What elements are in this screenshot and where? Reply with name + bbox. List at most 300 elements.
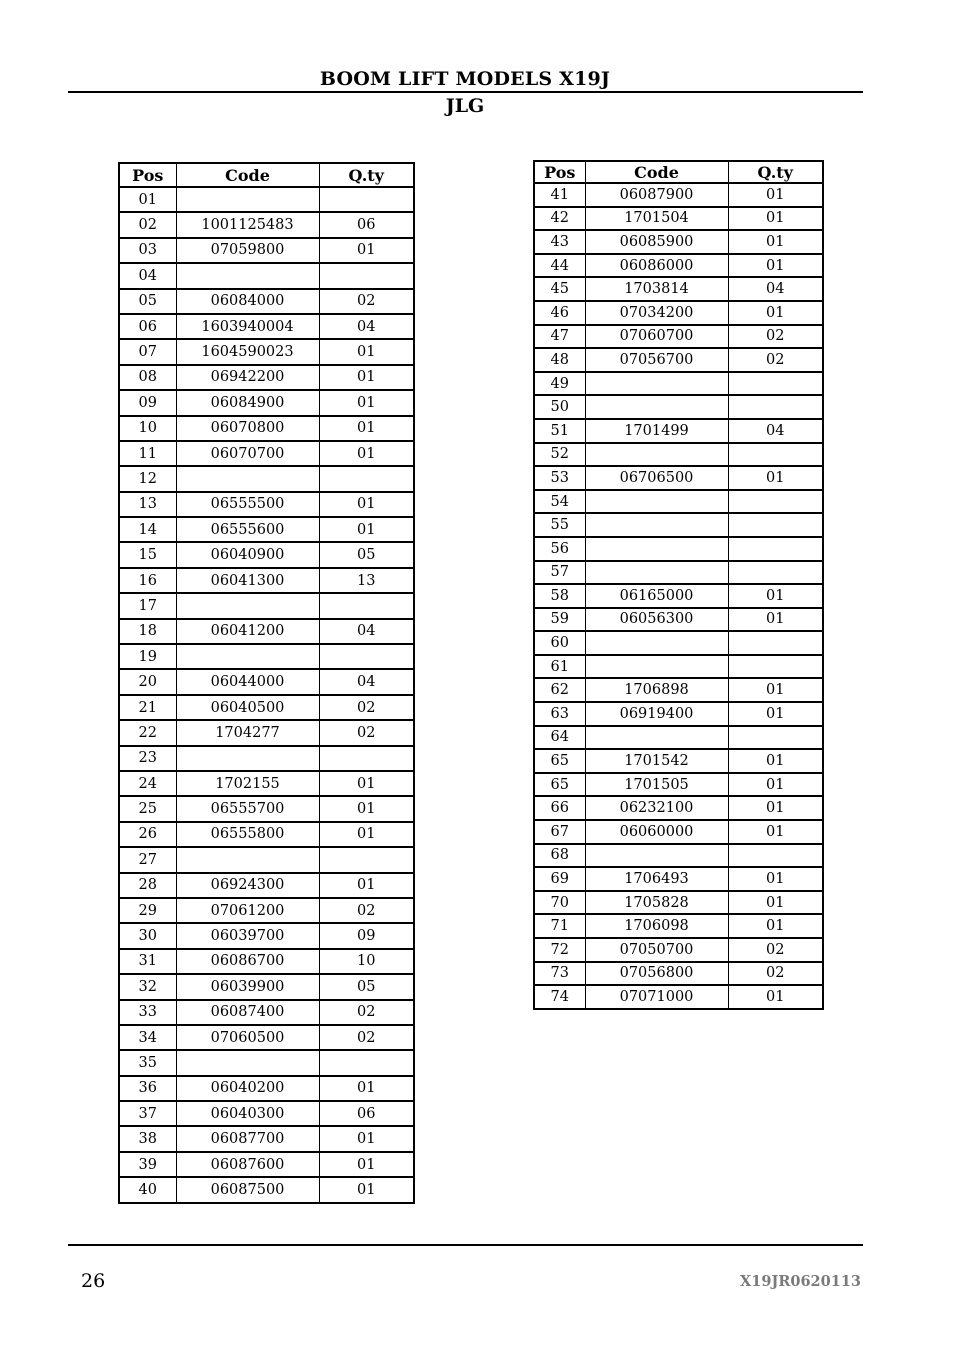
cell-pos: 26 <box>119 822 176 847</box>
cell-code: 06040200 <box>176 1076 319 1101</box>
cell-qty <box>728 372 823 396</box>
cell-code <box>176 187 319 212</box>
cell-pos: 45 <box>534 277 585 301</box>
cell-pos: 46 <box>534 301 585 325</box>
cell-pos: 62 <box>534 678 585 702</box>
cell-qty: 01 <box>728 773 823 797</box>
cell-code <box>176 644 319 669</box>
cell-pos: 30 <box>119 923 176 948</box>
cell-code: 06060000 <box>585 820 728 844</box>
cell-code: 1703814 <box>585 277 728 301</box>
cell-code: 06555800 <box>176 822 319 847</box>
table-row <box>119 466 414 491</box>
cell-qty <box>728 631 823 655</box>
table-row <box>534 773 823 797</box>
cell-code: 06087900 <box>585 183 728 207</box>
cell-qty: 01 <box>728 891 823 915</box>
cell-qty: 06 <box>319 1101 414 1126</box>
cell-code: 1701504 <box>585 207 728 231</box>
table-row <box>119 669 414 694</box>
cell-pos: 22 <box>119 720 176 745</box>
table-row <box>534 820 823 844</box>
cell-code: 06040900 <box>176 542 319 567</box>
cell-pos: 16 <box>119 568 176 593</box>
cell-qty: 04 <box>319 619 414 644</box>
cell-qty: 01 <box>319 1152 414 1177</box>
cell-code: 06087600 <box>176 1152 319 1177</box>
cell-pos: 28 <box>119 873 176 898</box>
cell-pos: 69 <box>534 867 585 891</box>
cell-qty: 01 <box>728 254 823 278</box>
cell-code: 06070800 <box>176 416 319 441</box>
cell-qty: 01 <box>319 796 414 821</box>
cell-code: 07060700 <box>585 325 728 349</box>
cell-qty: 01 <box>728 867 823 891</box>
cell-pos: 55 <box>534 513 585 537</box>
cell-qty: 01 <box>728 820 823 844</box>
cell-code: 06086700 <box>176 949 319 974</box>
footer-divider <box>68 1244 863 1246</box>
cell-qty: 02 <box>319 695 414 720</box>
cell-qty <box>728 443 823 467</box>
cell-qty: 01 <box>319 1126 414 1151</box>
cell-qty: 01 <box>319 1076 414 1101</box>
table-row <box>534 726 823 750</box>
cell-code: 06084000 <box>176 289 319 314</box>
cell-pos: 73 <box>534 962 585 986</box>
cell-qty <box>319 187 414 212</box>
cell-code <box>176 466 319 491</box>
table-row <box>534 443 823 467</box>
cell-pos: 32 <box>119 974 176 999</box>
table-row <box>534 348 823 372</box>
cell-qty: 09 <box>319 923 414 948</box>
cell-qty: 01 <box>319 771 414 796</box>
cell-code <box>585 631 728 655</box>
cell-qty: 01 <box>728 301 823 325</box>
cell-pos: 48 <box>534 348 585 372</box>
table-row <box>119 492 414 517</box>
table-row <box>534 678 823 702</box>
cell-pos: 67 <box>534 820 585 844</box>
table-row <box>534 891 823 915</box>
cell-qty: 01 <box>728 183 823 207</box>
cell-pos: 43 <box>534 230 585 254</box>
cell-code <box>585 490 728 514</box>
cell-qty: 02 <box>728 325 823 349</box>
cell-code: 1705828 <box>585 891 728 915</box>
table-row <box>119 822 414 847</box>
cell-qty: 02 <box>319 289 414 314</box>
cell-qty: 01 <box>319 365 414 390</box>
table-row <box>119 263 414 288</box>
table-row <box>534 584 823 608</box>
table-row <box>119 289 414 314</box>
cell-qty: 04 <box>728 419 823 443</box>
cell-code: 1706493 <box>585 867 728 891</box>
cell-code <box>585 655 728 679</box>
table-row <box>119 1126 414 1151</box>
table-row <box>119 593 414 618</box>
cell-qty: 01 <box>728 914 823 938</box>
cell-qty <box>728 513 823 537</box>
cell-qty: 01 <box>728 749 823 773</box>
cell-code: 1702155 <box>176 771 319 796</box>
column-header-qty: Q.ty <box>728 161 823 183</box>
cell-pos: 09 <box>119 390 176 415</box>
table-row <box>119 568 414 593</box>
cell-qty: 01 <box>728 207 823 231</box>
table-row <box>534 962 823 986</box>
cell-pos: 31 <box>119 949 176 974</box>
cell-code: 06087700 <box>176 1126 319 1151</box>
cell-code <box>176 847 319 872</box>
cell-pos: 03 <box>119 238 176 263</box>
document-code: X19JR0620113 <box>740 1273 861 1290</box>
table-row <box>534 844 823 868</box>
table-row <box>119 873 414 898</box>
table-row <box>534 655 823 679</box>
cell-code <box>585 726 728 750</box>
cell-qty <box>728 395 823 419</box>
table-row <box>534 372 823 396</box>
cell-pos: 13 <box>119 492 176 517</box>
cell-pos: 42 <box>534 207 585 231</box>
cell-qty: 01 <box>319 441 414 466</box>
cell-code: 06942200 <box>176 365 319 390</box>
table-row <box>534 490 823 514</box>
cell-code <box>585 844 728 868</box>
cell-code: 1706898 <box>585 678 728 702</box>
cell-qty: 02 <box>319 1025 414 1050</box>
table-row <box>534 702 823 726</box>
cell-pos: 19 <box>119 644 176 669</box>
cell-pos: 02 <box>119 212 176 237</box>
table-row <box>119 314 414 339</box>
cell-code: 06086000 <box>585 254 728 278</box>
cell-qty: 01 <box>728 230 823 254</box>
cell-pos: 68 <box>534 844 585 868</box>
cell-code <box>585 372 728 396</box>
column-header-code: Code <box>585 161 728 183</box>
cell-qty <box>319 1050 414 1075</box>
cell-code: 06165000 <box>585 584 728 608</box>
cell-qty: 01 <box>319 238 414 263</box>
cell-code: 06084900 <box>176 390 319 415</box>
cell-qty: 01 <box>319 492 414 517</box>
table-row <box>119 339 414 364</box>
cell-pos: 66 <box>534 796 585 820</box>
cell-pos: 23 <box>119 746 176 771</box>
cell-code <box>585 537 728 561</box>
document-title: BOOM LIFT MODELS X19J <box>319 68 611 90</box>
cell-qty <box>728 844 823 868</box>
cell-qty: 01 <box>728 702 823 726</box>
cell-pos: 15 <box>119 542 176 567</box>
cell-code: 06039900 <box>176 974 319 999</box>
table-row <box>534 938 823 962</box>
table-row <box>534 513 823 537</box>
cell-code <box>176 1050 319 1075</box>
cell-code: 06041300 <box>176 568 319 593</box>
cell-code: 1701542 <box>585 749 728 773</box>
cell-pos: 18 <box>119 619 176 644</box>
cell-code: 07061200 <box>176 898 319 923</box>
cell-code: 07071000 <box>585 985 728 1009</box>
table-row <box>534 537 823 561</box>
cell-pos: 57 <box>534 561 585 585</box>
cell-pos: 05 <box>119 289 176 314</box>
cell-code: 06706500 <box>585 466 728 490</box>
cell-code: 06087500 <box>176 1177 319 1202</box>
cell-qty: 01 <box>728 985 823 1009</box>
cell-pos: 11 <box>119 441 176 466</box>
cell-pos: 21 <box>119 695 176 720</box>
table-row <box>119 416 414 441</box>
cell-pos: 70 <box>534 891 585 915</box>
cell-pos: 08 <box>119 365 176 390</box>
cell-code: 06070700 <box>176 441 319 466</box>
cell-qty: 02 <box>728 348 823 372</box>
cell-code: 1701505 <box>585 773 728 797</box>
cell-qty: 04 <box>319 669 414 694</box>
cell-code: 06555600 <box>176 517 319 542</box>
cell-qty: 01 <box>319 873 414 898</box>
cell-code: 1001125483 <box>176 212 319 237</box>
table-row <box>534 254 823 278</box>
table-row <box>119 187 414 212</box>
table-row <box>119 695 414 720</box>
cell-qty: 13 <box>319 568 414 593</box>
cell-qty <box>319 847 414 872</box>
cell-qty <box>728 726 823 750</box>
cell-code: 06040300 <box>176 1101 319 1126</box>
cell-qty: 01 <box>319 416 414 441</box>
table-row <box>119 1000 414 1025</box>
cell-qty: 02 <box>319 720 414 745</box>
column-header-pos: Pos <box>534 161 585 183</box>
table-row <box>119 923 414 948</box>
table-row <box>119 1050 414 1075</box>
table-row <box>534 183 823 207</box>
cell-qty: 01 <box>728 678 823 702</box>
table-row <box>119 212 414 237</box>
cell-pos: 07 <box>119 339 176 364</box>
cell-code: 06919400 <box>585 702 728 726</box>
cell-qty: 05 <box>319 974 414 999</box>
table-row <box>534 914 823 938</box>
table-header-row <box>534 161 823 183</box>
cell-qty: 01 <box>319 1177 414 1202</box>
table-row <box>534 207 823 231</box>
cell-qty: 01 <box>319 822 414 847</box>
cell-qty: 01 <box>319 339 414 364</box>
cell-pos: 56 <box>534 537 585 561</box>
column-header-pos: Pos <box>119 163 176 187</box>
cell-pos: 12 <box>119 466 176 491</box>
table-row <box>534 985 823 1009</box>
cell-code <box>585 443 728 467</box>
cell-pos: 63 <box>534 702 585 726</box>
cell-code: 1701499 <box>585 419 728 443</box>
table-row <box>119 365 414 390</box>
table-row <box>119 238 414 263</box>
cell-code: 06085900 <box>585 230 728 254</box>
table-row <box>534 561 823 585</box>
cell-code: 06040500 <box>176 695 319 720</box>
cell-pos: 53 <box>534 466 585 490</box>
cell-code: 1604590023 <box>176 339 319 364</box>
table-row <box>119 720 414 745</box>
cell-qty <box>319 593 414 618</box>
cell-code: 06056300 <box>585 608 728 632</box>
table-row <box>119 390 414 415</box>
cell-qty: 10 <box>319 949 414 974</box>
cell-qty: 04 <box>319 314 414 339</box>
cell-code: 07059800 <box>176 238 319 263</box>
cell-pos: 64 <box>534 726 585 750</box>
column-header-code: Code <box>176 163 319 187</box>
table-row <box>534 230 823 254</box>
cell-qty: 02 <box>319 898 414 923</box>
cell-code: 06924300 <box>176 873 319 898</box>
cell-pos: 29 <box>119 898 176 923</box>
cell-code: 06555700 <box>176 796 319 821</box>
cell-qty: 01 <box>728 584 823 608</box>
table-row <box>119 949 414 974</box>
cell-code <box>585 561 728 585</box>
table-row <box>119 1177 414 1202</box>
cell-qty <box>728 561 823 585</box>
table-row <box>534 608 823 632</box>
cell-code: 1706098 <box>585 914 728 938</box>
cell-qty <box>319 746 414 771</box>
cell-code: 06232100 <box>585 796 728 820</box>
table-row <box>119 1076 414 1101</box>
table-row <box>119 644 414 669</box>
cell-pos: 06 <box>119 314 176 339</box>
cell-pos: 14 <box>119 517 176 542</box>
column-header-qty: Q.ty <box>319 163 414 187</box>
cell-qty: 02 <box>728 962 823 986</box>
table-row <box>119 796 414 821</box>
table-row <box>119 1152 414 1177</box>
cell-code: 1603940004 <box>176 314 319 339</box>
cell-qty <box>319 466 414 491</box>
cell-pos: 59 <box>534 608 585 632</box>
cell-pos: 74 <box>534 985 585 1009</box>
cell-qty: 06 <box>319 212 414 237</box>
cell-code: 06041200 <box>176 619 319 644</box>
cell-pos: 04 <box>119 263 176 288</box>
page-number: 26 <box>81 1270 106 1292</box>
cell-qty: 01 <box>319 390 414 415</box>
cell-code: 07034200 <box>585 301 728 325</box>
table-row <box>534 867 823 891</box>
cell-code: 07060500 <box>176 1025 319 1050</box>
cell-pos: 27 <box>119 847 176 872</box>
parts-table-right <box>533 160 824 1010</box>
cell-qty: 02 <box>319 1000 414 1025</box>
cell-pos: 25 <box>119 796 176 821</box>
cell-qty: 01 <box>319 517 414 542</box>
cell-qty: 01 <box>728 466 823 490</box>
table-row <box>534 395 823 419</box>
cell-pos: 58 <box>534 584 585 608</box>
cell-code: 06039700 <box>176 923 319 948</box>
cell-pos: 33 <box>119 1000 176 1025</box>
cell-code <box>176 746 319 771</box>
parts-table-left <box>118 162 415 1204</box>
table-row <box>119 619 414 644</box>
cell-qty <box>319 644 414 669</box>
cell-pos: 54 <box>534 490 585 514</box>
table-row <box>534 466 823 490</box>
cell-pos: 65 <box>534 773 585 797</box>
cell-pos: 17 <box>119 593 176 618</box>
cell-pos: 40 <box>119 1177 176 1202</box>
cell-qty <box>728 490 823 514</box>
cell-code <box>176 593 319 618</box>
cell-pos: 35 <box>119 1050 176 1075</box>
brand-name: JLG <box>445 95 485 117</box>
table-row <box>119 542 414 567</box>
table-row <box>534 631 823 655</box>
cell-code: 06044000 <box>176 669 319 694</box>
cell-pos: 41 <box>534 183 585 207</box>
cell-pos: 71 <box>534 914 585 938</box>
table-row <box>119 898 414 923</box>
cell-pos: 36 <box>119 1076 176 1101</box>
cell-qty: 01 <box>728 608 823 632</box>
cell-pos: 51 <box>534 419 585 443</box>
cell-code: 07050700 <box>585 938 728 962</box>
cell-code: 1704277 <box>176 720 319 745</box>
cell-pos: 60 <box>534 631 585 655</box>
cell-code <box>585 395 728 419</box>
cell-code: 07056800 <box>585 962 728 986</box>
table-row <box>534 796 823 820</box>
cell-pos: 38 <box>119 1126 176 1151</box>
table-row <box>119 1101 414 1126</box>
cell-qty: 01 <box>728 796 823 820</box>
table-row <box>534 301 823 325</box>
cell-pos: 10 <box>119 416 176 441</box>
cell-pos: 72 <box>534 938 585 962</box>
parts-table-right-body <box>534 183 823 1009</box>
table-row <box>534 277 823 301</box>
header-divider <box>68 91 863 93</box>
parts-table-left-body <box>119 187 414 1203</box>
cell-pos: 50 <box>534 395 585 419</box>
cell-pos: 49 <box>534 372 585 396</box>
cell-pos: 39 <box>119 1152 176 1177</box>
cell-pos: 20 <box>119 669 176 694</box>
table-row <box>534 419 823 443</box>
cell-pos: 65 <box>534 749 585 773</box>
table-row <box>119 441 414 466</box>
table-row <box>119 746 414 771</box>
table-row <box>534 325 823 349</box>
cell-code: 06087400 <box>176 1000 319 1025</box>
table-row <box>119 517 414 542</box>
cell-pos: 01 <box>119 187 176 212</box>
table-header-row <box>119 163 414 187</box>
cell-qty: 05 <box>319 542 414 567</box>
table-row <box>119 847 414 872</box>
table-row <box>534 749 823 773</box>
cell-qty <box>319 263 414 288</box>
